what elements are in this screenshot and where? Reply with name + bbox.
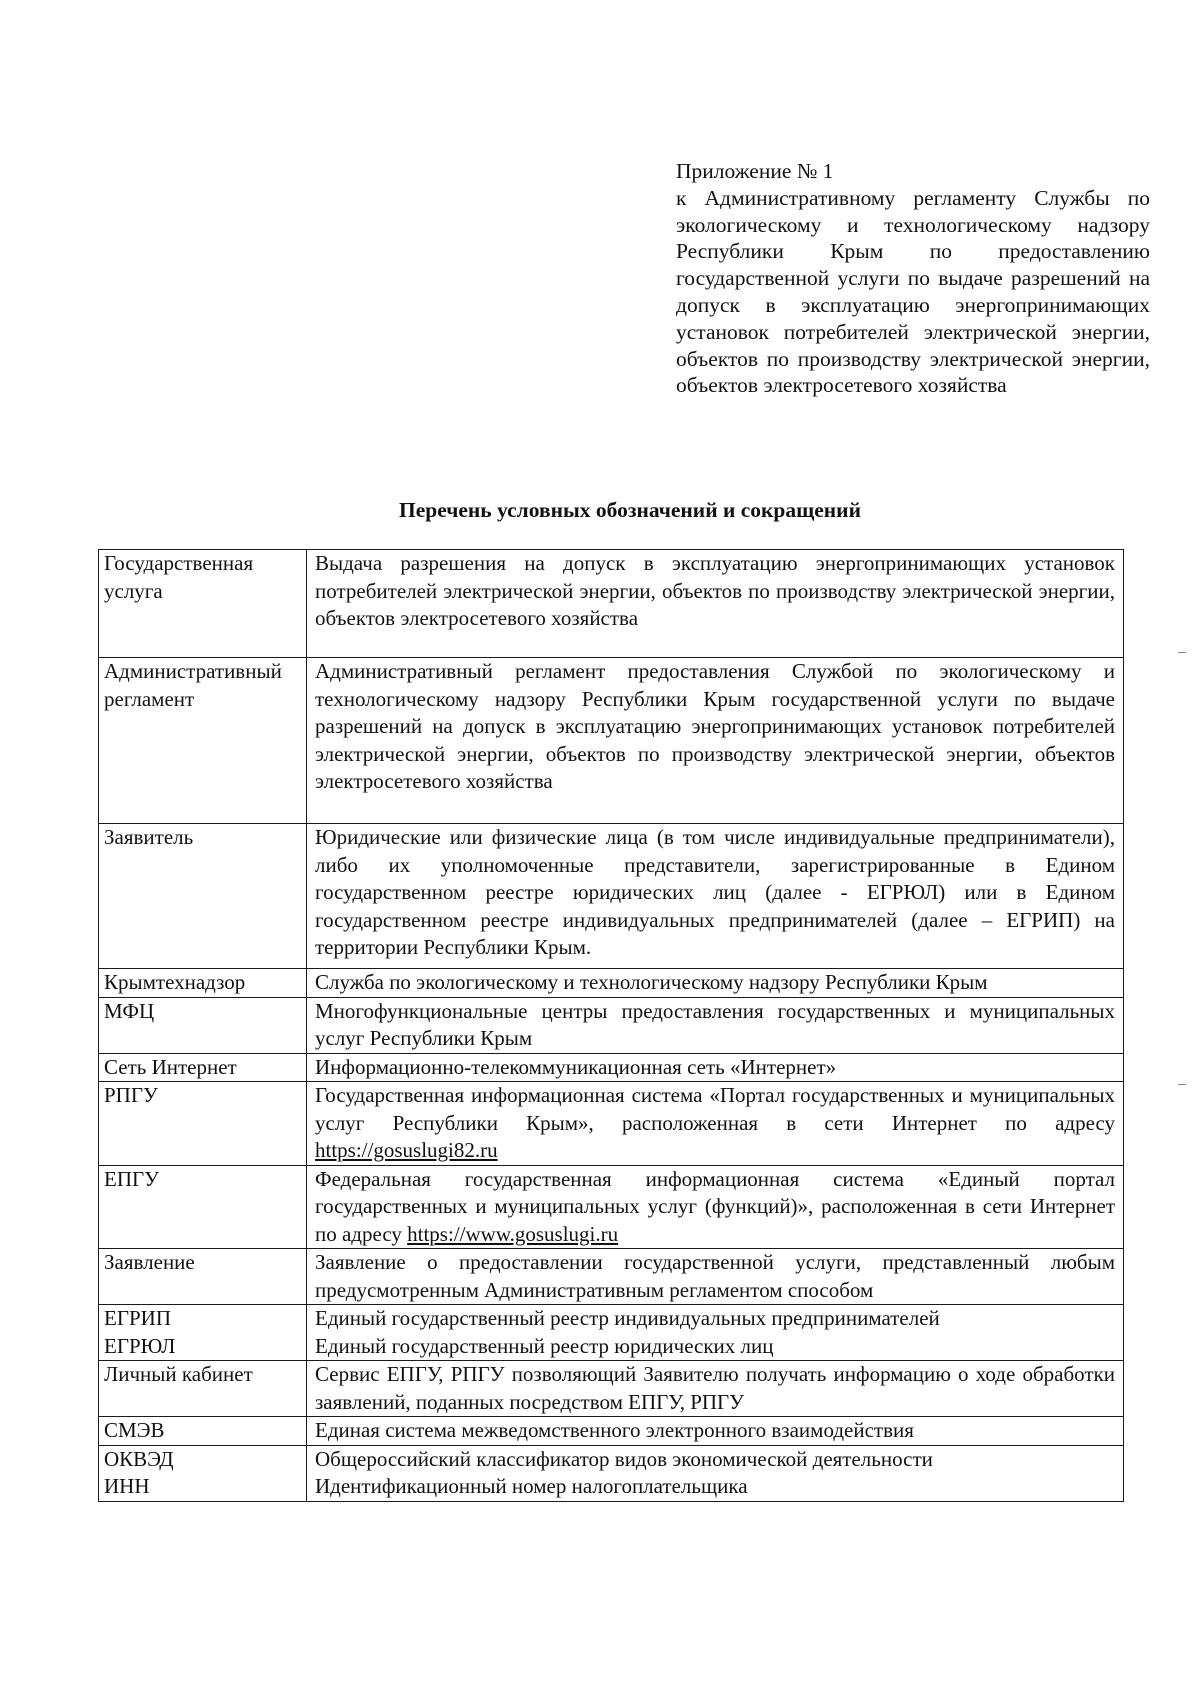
definition-text: Единый государственный реестр юридических лиц <box>315 1333 774 1358</box>
term-cell <box>99 1305 307 1361</box>
definition-cell <box>307 1082 1124 1166</box>
term-cell: РПГУ <box>99 1082 307 1166</box>
term-cell: Сеть Интернет <box>99 1053 307 1082</box>
portal-link[interactable]: https://www.gosuslugi.ru <box>407 1221 619 1246</box>
table-row <box>99 550 1124 658</box>
scan-mark <box>1178 1084 1186 1085</box>
definition-text: Идентификационный номер налогоплательщика <box>315 1474 748 1498</box>
term-cell: Заявление <box>99 1249 307 1305</box>
term-text: ЕГРЮЛ <box>104 1333 176 1358</box>
term-cell: Заявитель <box>99 824 307 969</box>
term-cell: ЕПГУ <box>99 1165 307 1249</box>
term-text: ЕГРИП <box>104 1306 171 1330</box>
definition-cell <box>307 1165 1124 1249</box>
definition-cell: Многофункциональные центры предоставления государственных и муниципальных услуг Республики Крым <box>307 997 1124 1053</box>
term-cell <box>99 1445 307 1501</box>
definition-text: Государственная информационная система «Портал государственных и муниципальных услуг Республики Крым», расположенная в сети Интернет по адресу <box>315 1083 1115 1135</box>
definition-text: Единый государственный реестр индивидуальных предпринимателей <box>315 1306 940 1330</box>
definition-cell: Информационно-телекоммуникационная сеть «Интернет» <box>307 1053 1124 1082</box>
term-cell: Административный регламент <box>99 658 307 824</box>
definition-cell: Служба по экологическому и технологическому надзору Республики Крым <box>307 969 1124 998</box>
annex-description: к Административному регламенту Службы по экологическому и технологическому надзору Республики Крым по предоставлению государственной услуги по выдаче разрешений на допуск в эксплуатацию энергопринимающих установок потребителей электрической энергии, объектов по производству электрической энергии, объектов электросетевого хозяйства <box>676 185 1150 398</box>
annex-number: Приложение № 1 <box>676 159 834 183</box>
table-row <box>99 1305 1124 1361</box>
table-row <box>99 1053 1124 1082</box>
definition-text: Общероссийский классификатор видов экономической деятельности <box>315 1446 933 1471</box>
scan-mark <box>1178 652 1186 653</box>
table-row <box>99 824 1124 969</box>
table-row <box>99 658 1124 824</box>
table-row <box>99 997 1124 1053</box>
term-cell: МФЦ <box>99 997 307 1053</box>
definition-cell: Сервис ЕПГУ, РПГУ позволяющий Заявителю получать информацию о ходе обработки заявлений, поданных посредством ЕПГУ, РПГУ <box>307 1361 1124 1417</box>
abbreviations-table <box>98 549 1124 1502</box>
term-text: ИНН <box>104 1474 150 1498</box>
table-row <box>99 1249 1124 1305</box>
term-cell: Крымтехнадзор <box>99 969 307 998</box>
document-title: Перечень условных обозначений и сокращений <box>399 498 861 522</box>
definition-cell <box>307 1445 1124 1501</box>
definition-cell: Выдача разрешения на допуск в эксплуатацию энергопринимающих установок потребителей электрической энергии, объектов по производству электрической энергии, объектов электросетевого хозяйства <box>307 550 1124 658</box>
definition-cell: Административный регламент предоставления Службой по экологическому и технологическому надзору Республики Крым государственной услуги по выдаче разрешений на допуск в эксплуатацию энергопринимающих установок потребителей электрической энергии, объектов по производству электрической энергии, объектов электросетевого хозяйства <box>307 658 1124 824</box>
term-text: ОКВЭД <box>104 1446 174 1471</box>
definition-cell: Заявление о предоставлении государственной услуги, представленный любым предусмотренным Административным регламентом способом <box>307 1249 1124 1305</box>
definition-text: Федеральная государственная информационная система «Единый портал государственных и муниципальных услуг (функций)», расположенная в сети Интернет по адресу <box>315 1166 1115 1246</box>
table-row <box>99 1165 1124 1249</box>
definition-cell: Юридические или физические лица (в том числе индивидуальные предприниматели), либо их уполномоченные представители, зарегистрированные в Едином государственном реестре юридических лиц (далее - ЕГРЮЛ) или в Едином государственном реестре индивидуальных предпринимателей (далее – ЕГРИП) на территории Республики Крым. <box>307 824 1124 969</box>
portal-link[interactable]: https://gosuslugi82.ru <box>315 1138 498 1162</box>
table-row <box>99 1417 1124 1446</box>
term-cell: Государственная услуга <box>99 550 307 658</box>
table-row <box>99 1082 1124 1166</box>
table-row <box>99 969 1124 998</box>
definition-cell: Единая система межведомственного электронного взаимодействия <box>307 1417 1124 1446</box>
table-row <box>99 1361 1124 1417</box>
annex-header <box>676 158 1150 399</box>
table-row <box>99 1445 1124 1501</box>
definition-cell <box>307 1305 1124 1361</box>
term-cell: Личный кабинет <box>99 1361 307 1417</box>
term-cell: СМЭВ <box>99 1417 307 1446</box>
